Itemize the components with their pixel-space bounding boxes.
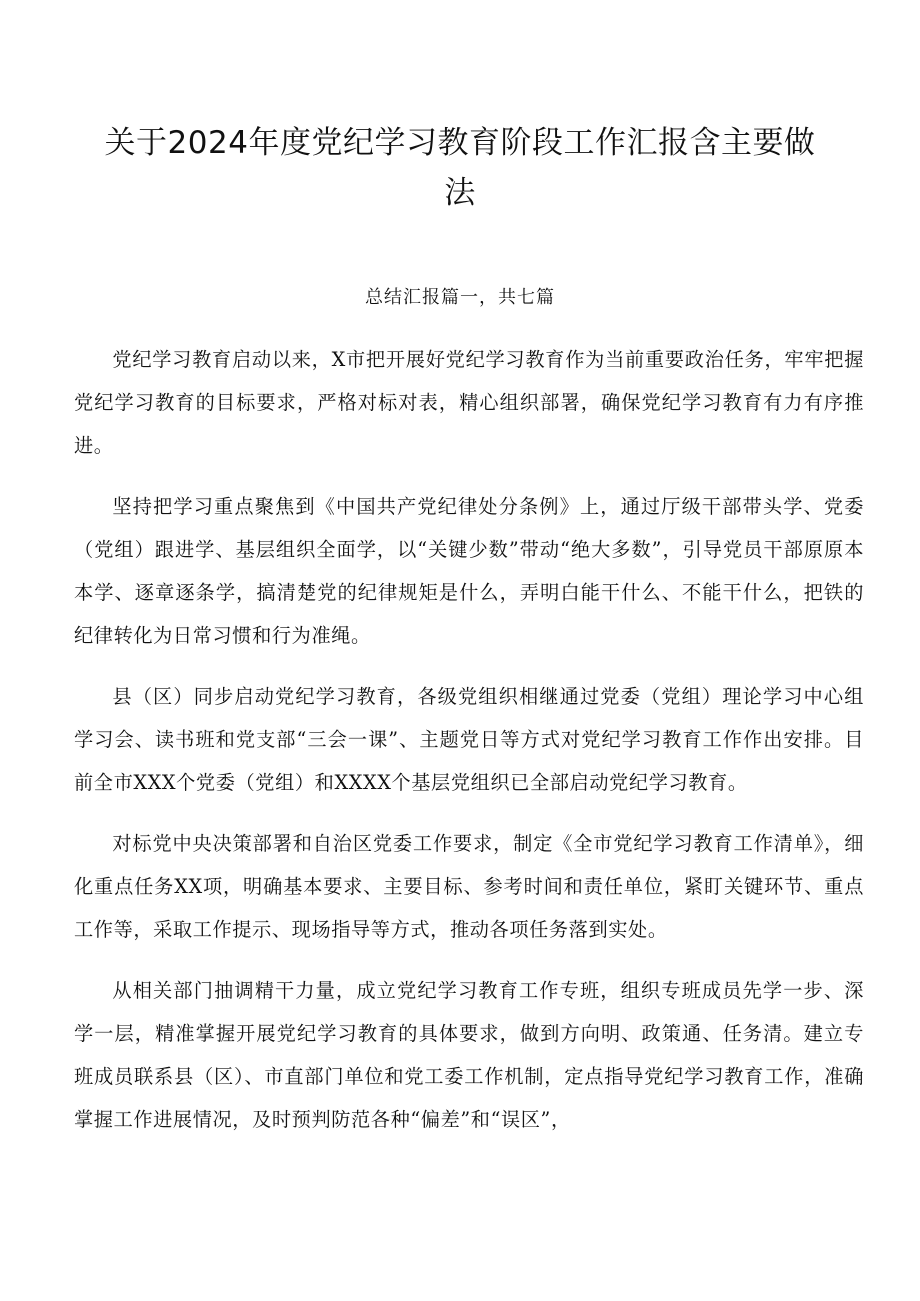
paragraph: 从相关部门抽调精干力量，成立党纪学习教育工作专班，组织专班成员先学一步、深学一层，精准掌握开展党纪学习教育的具体要求，做到方向明、政策通、任务清。建立专班成员联系县（区）、市直部门单位和党工委工作机制，定点指导党纪学习教育工作，准确掌握工作进展情况，及时预判防范各种“偏差”和“误区”， [74,979,864,1131]
document-body [74,338,864,1159]
paragraph: 县（区）同步启动党纪学习教育，各级党组织相继通过党委（党组）理论学习中心组学习会、读书班和党支部“三会一课”、主题党日等方式对党纪学习教育工作作出安排。目前全市XXX个党委（党组）和XXXX个基层党组织已全部启动党纪学习教育。 [74,685,864,794]
paragraph: 坚持把学习重点聚焦到《中国共产党纪律处分条例》上，通过厅级干部带头学、党委（党组）跟进学、基层组织全面学，以“关键少数”带动“绝大多数”，引导党员干部原原本本学、逐章逐条学，搞清楚党的纪律规矩是什么，弄明白能干什么、不能干什么，把铁的纪律转化为日常习惯和行为准绳。 [74,495,864,647]
paragraph: 对标党中央决策部署和自治区党委工作要求，制定《全市党纪学习教育工作清单》，细化重点任务XX项，明确基本要求、主要目标、参考时间和责任单位，紧盯关键环节、重点工作等，采取工作提示、现场指导等方式，推动各项任务落到实处。 [74,832,864,941]
document-subtitle: 总结汇报篇一，共七篇 [365,287,555,308]
document-title: 关于2024年度党纪学习教育阶段工作汇报含主要做法 [104,125,816,211]
paragraph: 党纪学习教育启动以来，X市把开展好党纪学习教育作为当前重要政治任务，牢牢把握党纪学习教育的目标要求，严格对标对表，精心组织部署，确保党纪学习教育有力有序推进。 [74,348,864,457]
